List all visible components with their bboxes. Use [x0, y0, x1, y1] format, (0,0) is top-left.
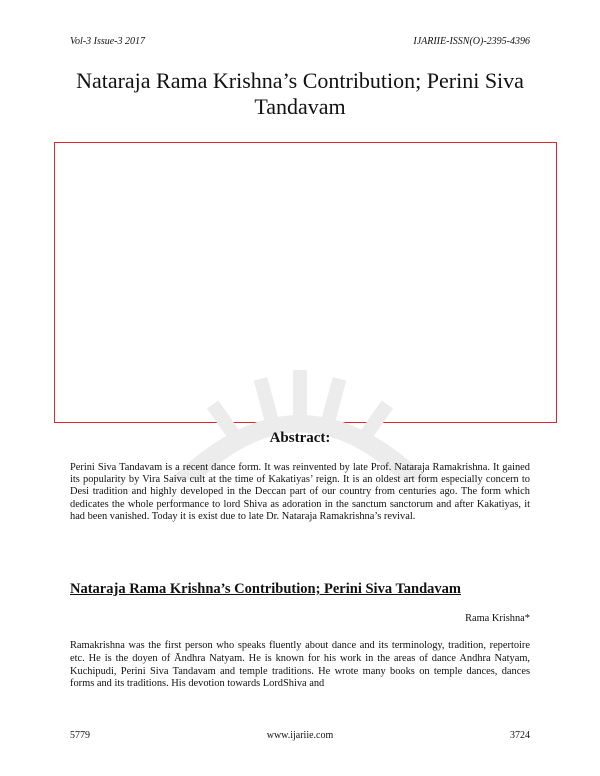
section-title: Nataraja Rama Krishna’s Contribution; Perini Siva Tandavam — [70, 581, 461, 597]
footer-page-number: 3724 — [510, 730, 530, 741]
paper-title: Nataraja Rama Krishna’s Contribution; Perini Siva Tandavam — [76, 68, 524, 119]
abstract-text: Perini Siva Tandavam is a recent dance form. It was reinvented by late Prof. Nataraja Ramakrishna. It gained its popularity by Vira Saiva cult at the time of Kakatiyas’ reign. It is an oldest art form especially concern to Desi tradition and highly developed in the Deccan part of our country from centuries ago. The form which dedicates the whole performance to lord Shiva as adoration in the sanctum sanctorum and after Kakatiyas, it had been vanished. Today it is exist due to late Dr. Nataraja Ramakrishna’s revival. — [70, 462, 530, 522]
body-paragraph: Ramakrishna was the first person who speaks fluently about dance and its terminology, tradition, repertoire etc. He is the doyen of Āndhra Natyam. He is known for his work in the areas of dance Andhra Natyam, Kuchipudi, Perini Siva Tandavam and temple traditions. He wrote many books on temple dances, dances forms and its traditions. His devotion towards LordShiva and — [70, 640, 530, 690]
journal-volume: Vol-3 Issue-3 2017 — [70, 36, 145, 47]
author-name: Rama Krishna* — [465, 613, 530, 624]
abstract-heading: Abstract: — [269, 430, 331, 446]
journal-issn: IJARIIE-ISSN(O)-2395-4396 — [413, 36, 530, 47]
footer-paper-id: 5779 — [70, 730, 90, 741]
footer-website: www.ijariie.com — [266, 730, 334, 741]
